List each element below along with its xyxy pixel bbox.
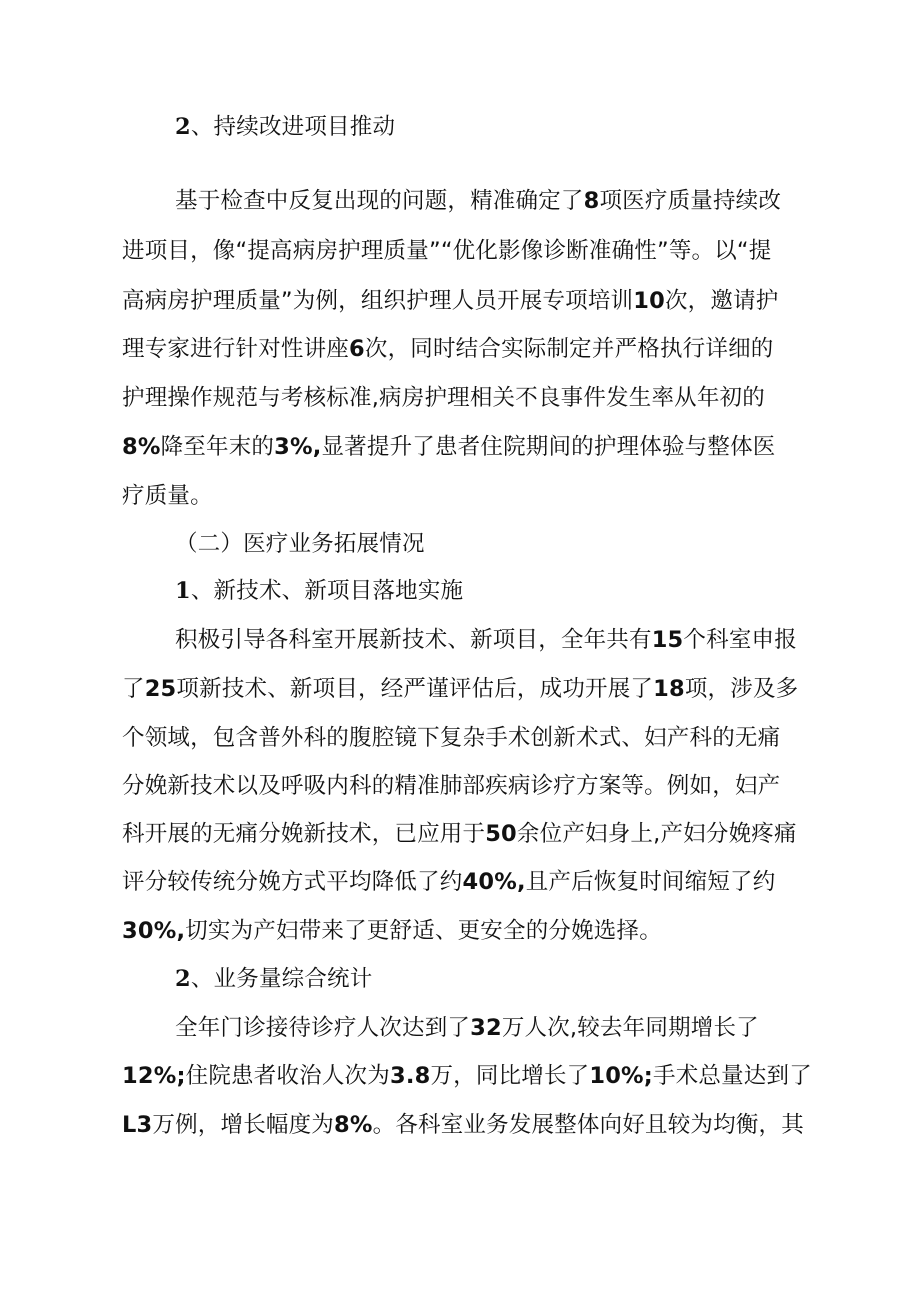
paragraph-line: [122, 1061, 812, 1091]
number-run: 10: [633, 288, 665, 314]
paragraph-line: [122, 771, 780, 801]
heading-text: 、新技术、新项目落地实施: [190, 578, 464, 604]
paragraph-line: [122, 383, 765, 413]
heading-text: （二）医疗业务拓展情况: [175, 531, 425, 557]
paragraph-line: [175, 186, 781, 216]
paragraph-line: [122, 916, 662, 946]
number-run: 6: [349, 336, 365, 362]
number-run: 18: [653, 676, 685, 702]
text-run: 进项目，像“提高病房护理质量”“优化影像诊断准确性”等。以“提: [122, 238, 772, 264]
text-run: 万，同比增长了: [430, 1063, 590, 1089]
paragraph-line: [122, 481, 213, 511]
number-run: 3.8: [389, 1063, 431, 1089]
text-run: 显著提升了患者住院期间的护理体验与整体医: [321, 434, 776, 460]
text-run: 次，邀请护: [664, 288, 779, 314]
item-heading: [175, 964, 372, 994]
text-run: 积极引导各科室开展新技术、新项目，全年共有: [175, 627, 652, 653]
heading-number: 2: [175, 114, 191, 140]
text-run: 降至年末的: [160, 434, 275, 460]
paragraph-line: [122, 432, 776, 462]
paragraph-line: [122, 334, 773, 364]
text-run: 理专家进行针对性讲座: [122, 336, 350, 362]
text-run: 全年门诊接待诊疗人次达到了: [175, 1015, 471, 1041]
text-run: 切实为产妇带来了更舒适、更安全的分娩选择。: [185, 918, 662, 944]
text-run: 疗质量。: [122, 483, 213, 509]
paragraph-line: [175, 1013, 759, 1043]
number-run: 8%: [122, 434, 161, 460]
item-heading: [175, 576, 463, 606]
text-run: 手术总量达到了: [653, 1063, 812, 1089]
heading-text: 、持续改进项目推动: [190, 114, 396, 140]
number-run: 10%;: [589, 1063, 653, 1089]
paragraph-line: [122, 674, 798, 704]
text-run: 项新技术、新项目，经严谨评估后，成功开展了: [176, 676, 654, 702]
text-run: 万人次,较去年同期增长了: [501, 1015, 759, 1041]
text-run: 项，涉及多: [684, 676, 799, 702]
text-run: 项医疗质量持续改: [599, 188, 782, 214]
number-run: 32: [470, 1015, 502, 1041]
number-run: 15: [651, 627, 684, 653]
heading-text: 、业务量综合统计: [190, 966, 373, 992]
section-heading: [175, 112, 395, 142]
text-run: 且产后恢复时间缩短了约: [525, 869, 776, 895]
text-run: 余位产妇身上,产妇分娩疼痛: [516, 821, 797, 847]
text-run: 评分较传统分娩方式平均降低了约: [122, 869, 463, 895]
text-run: 万例，增长幅度为: [152, 1112, 335, 1138]
number-run: 8: [583, 188, 600, 214]
number-run: 40%,: [462, 869, 526, 895]
paragraph-line: [122, 1110, 804, 1140]
number-run: 25: [144, 676, 177, 702]
heading-number: 1: [175, 578, 191, 604]
number-run: L3: [122, 1112, 153, 1138]
paragraph-line: [122, 867, 775, 897]
number-run: 30%,: [122, 918, 186, 944]
paragraph-line: [122, 286, 779, 316]
text-run: 基于检查中反复出现的问题，精准确定了: [175, 188, 584, 214]
paragraph-line: [122, 819, 797, 849]
text-run: 了: [122, 676, 145, 702]
text-run: 个领域，包含普外科的腹腔镜下复杂手术创新术式、妇产科的无痛: [122, 725, 781, 751]
text-run: 护理操作规范与考核标准,病房护理相关不良事件发生率从年初的: [122, 385, 765, 411]
paragraph-line: [122, 723, 780, 753]
heading-number: 2: [175, 966, 191, 992]
text-run: 住院患者收治人次为: [185, 1063, 390, 1089]
number-run: 3%,: [274, 434, 322, 460]
text-run: 个科室申报: [683, 627, 797, 653]
paragraph-line: [122, 236, 771, 266]
subsection-heading: [175, 529, 425, 559]
number-run: 12%;: [122, 1063, 186, 1089]
paragraph-line: [175, 625, 797, 655]
text-run: 科开展的无痛分娩新技术，已应用于: [122, 821, 486, 847]
text-run: 分娩新技术以及呼吸内科的精准肺部疾病诊疗方案等。例如，妇产: [122, 773, 781, 799]
text-run: 。各科室业务发展整体向好且较为均衡，其: [372, 1112, 804, 1138]
text-run: 高病房护理质量”为例，组织护理人员开展专项培训: [122, 288, 634, 314]
text-run: 次，同时结合实际制定并严格执行详细的: [364, 336, 774, 362]
number-run: 8%: [334, 1112, 373, 1138]
number-run: 50: [485, 821, 517, 847]
